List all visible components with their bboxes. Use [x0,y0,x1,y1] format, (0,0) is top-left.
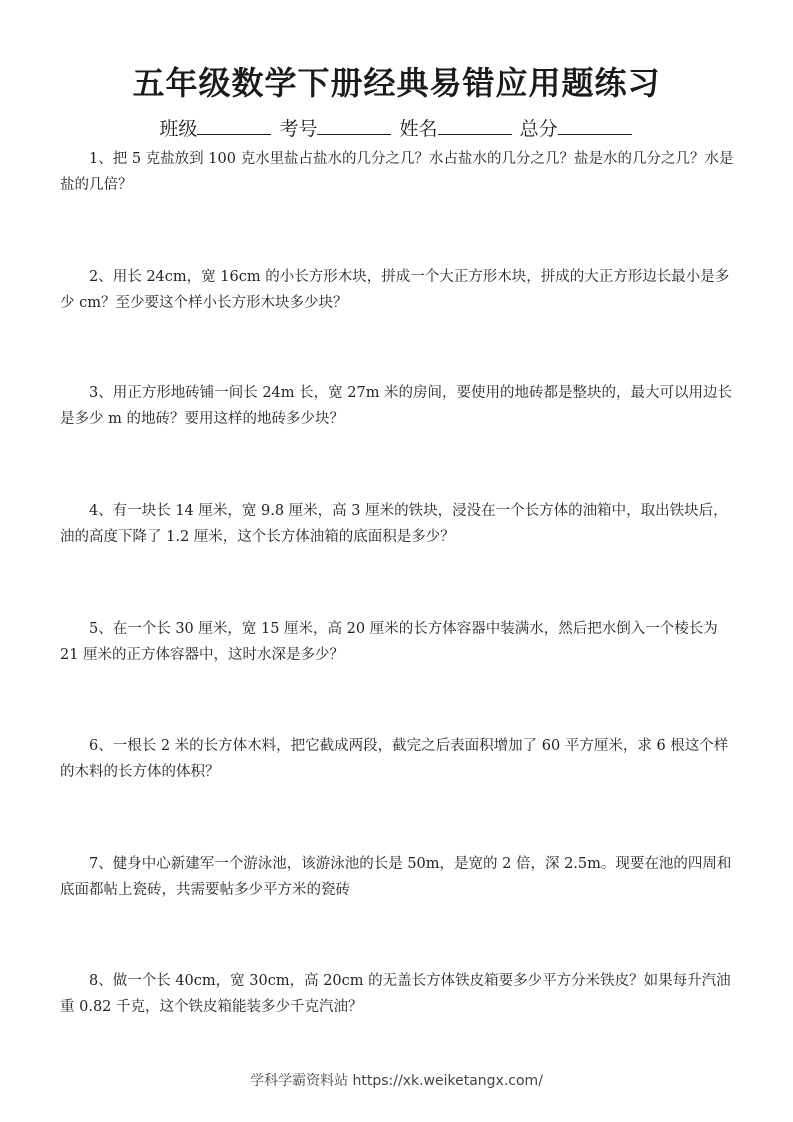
question-4: 4、有一块长 14 厘米，宽 9.8 厘米，高 3 厘米的铁块，浸没在一个长方体的油箱中，取出铁块后，油的高度下降了 1.2 厘米，这个长方体油箱的底面积是多少？ [60,503,728,545]
question-5: 5、在一个长 30 厘米，宽 15 厘米，高 20 厘米的长方体容器中装满水，然后把水倒入一个棱长为 21 厘米的正方体容器中，这时水深是多少？ [60,621,718,663]
student-info-row [0,114,793,141]
score-blank [558,116,632,135]
question-6: 6、一根长 2 米的长方体木料，把它截成两段，截完之后表面积增加了 60 平方厘米，求 6 根这个样的木料的长方体的体积？ [60,738,729,780]
exam-no-blank [317,116,391,135]
class-label: 班级 [159,118,198,140]
question-1: 1、把 5 克盐放到 100 克水里盐占盐水的几分之几？水占盐水的几分之几？盐是水的几分之几？水是盐的几倍？ [60,151,734,193]
name-label: 姓名 [399,118,438,140]
question-3: 3、用正方形地砖铺一间长 24m 长，宽 27m 米的房间，要使用的地砖都是整块的，最大可以用边长是多少 m 的地砖？要用这样的地砖多少块？ [60,385,733,427]
exam-no-label: 考号 [279,118,318,140]
page-title: 五年级数学下册经典易错应用题练习 [132,64,661,102]
class-blank [197,116,271,135]
question-8: 8、做一个长 40cm，宽 30cm，高 20cm 的无盖长方体铁皮箱要多少平方分米铁皮？如果每升汽油重 0.82 千克，这个铁皮箱能装多少千克汽油？ [60,973,731,1015]
name-blank [438,116,512,135]
question-7: 7、健身中心新建军一个游泳池，该游泳池的长是 50m，是宽的 2 倍，深 2.5m。现要在池的四周和底面都帖上瓷砖，共需要帖多少平方米的瓷砖 [60,856,732,898]
score-label: 总分 [519,118,558,140]
question-2: 2、用长 24cm，宽 16cm 的小长方形木块，拼成一个大正方形木块，拼成的大正方形边长最小是多少 cm？至少要这个样小长方形木块多少块？ [60,269,730,311]
footer-source: 学科学霸资料站 https://xk.weiketangx.com/ [250,1073,543,1089]
